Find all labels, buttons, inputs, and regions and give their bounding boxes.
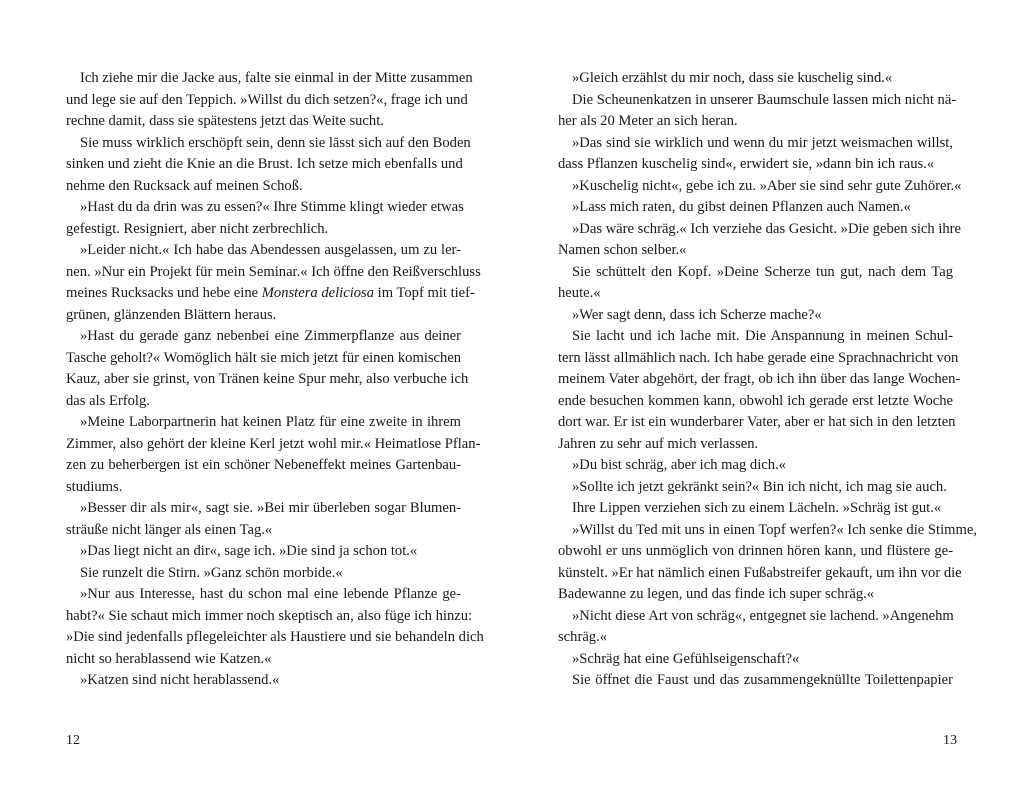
text-line: Sie lacht und ich lache mit. Die Anspannung in meinen Schul-	[572, 328, 953, 344]
text-line: heute.«	[558, 285, 601, 301]
text-line: »Kuschelig nicht«, gebe ich zu. »Aber sie sind sehr gute Zuhörer.«	[572, 177, 962, 194]
text-line: »Das liegt nicht an dir«, sage ich. »Die sind ja schon tot.«	[80, 543, 418, 559]
text-line: »Meine Laborpartnerin hat keinen Platz für eine zweite in ihrem	[80, 414, 461, 430]
text-line: »Hast du da drin was zu essen?« Ihre Stimme klingt wieder etwas	[80, 199, 464, 215]
text-line: schräg.«	[558, 629, 608, 645]
text-line: sträuße nicht länger als einen Tag.«	[66, 521, 273, 538]
text-line: »Nicht diese Art von schräg«, entgegnet sie lachend. »Angenehm	[572, 607, 954, 624]
text-line: künstelt. »Er hat nämlich einen Fußabstreifer gekauft, um ihn vor die	[558, 564, 962, 581]
text-line: »Nur aus Interesse, hast du schon mal eine lebende Pflanze ge-	[80, 586, 461, 602]
text-line: Zimmer, also gehört der kleine Kerl jetzt wohl mir.« Heimatlose Pflan-	[66, 435, 481, 452]
text-line: »Sollte ich jetzt gekränkt sein?« Bin ich nicht, ich mag sie auch.	[572, 478, 947, 495]
text-line: her als 20 Meter an sich heran.	[558, 113, 738, 129]
page-number-left: 12	[66, 733, 80, 748]
text-line: Namen schon selber.«	[558, 242, 687, 258]
text-line: Sie schüttelt den Kopf. »Deine Scherze tun gut, nach dem Tag	[572, 263, 953, 280]
text-line: sinken und zieht die Knie an die Brust. Ich setze mich ebenfalls und	[66, 156, 463, 172]
right-page	[510, 0, 1020, 793]
text-line: Sie öffnet die Faust und das zusammengeknüllte Toilettenpapier	[572, 672, 953, 688]
text-line: »Willst du Ted mit uns in einen Topf werfen?« Ich senke die Stimme,	[572, 521, 977, 538]
text-line: studiums.	[66, 478, 123, 495]
text-line: nehme den Rucksack auf meinen Schoß.	[66, 177, 303, 194]
text-line: »Das wäre schräg.« Ich verziehe das Gesicht. »Die geben sich ihre	[572, 220, 962, 237]
text-line: »Du bist schräg, aber ich mag dich.«	[572, 457, 786, 473]
text-line: »Die sind jedenfalls pflegeleichter als Haustiere und sie behandeln dich	[66, 629, 484, 645]
text-line: Jahren zu sehr auf mich verlassen.	[558, 435, 759, 452]
text-line: Ihre Lippen verziehen sich zu einem Lächeln. »Schräg ist gut.«	[572, 500, 942, 516]
left-page-text	[66, 68, 484, 692]
text-line: Sie runzelt die Stirn. »Ganz schön morbide.«	[80, 564, 343, 581]
text-line: Badewanne zu legen, und das finde ich super schräg.«	[558, 586, 875, 602]
text-line: dort war. Er ist ein wunderbarer Vater, aber er hat sich in den letzten	[558, 414, 956, 430]
text-line: zen zu beherbergen ist ein schöner Nebeneffekt meines Gartenbau-	[66, 457, 461, 473]
text-line: meines Rucksacks und hebe eine Monstera deliciosa im Topf mit tief-	[66, 285, 475, 301]
text-line: »Katzen sind nicht herablassend.«	[80, 672, 280, 688]
text-line: tern lässt allmählich nach. Ich habe gerade eine Sprachnachricht von	[558, 349, 959, 366]
text-line: Sie muss wirklich erschöpft sein, denn sie lässt sich auf den Boden	[80, 134, 471, 151]
text-line: »Hast du gerade ganz nebenbei eine Zimmerpflanze aus deiner	[80, 328, 461, 344]
text-line: meinem Vater abgehört, der fragt, ob ich ihn über das lange Wochen-	[558, 371, 961, 387]
text-line: »Lass mich raten, du gibst deinen Pflanzen auch Namen.«	[572, 199, 911, 215]
text-line: gefestigt. Resigniert, aber nicht zerbrechlich.	[66, 220, 329, 237]
text-line: »Leider nicht.« Ich habe das Abendessen ausgelassen, um zu ler-	[80, 242, 461, 258]
page-number-right: 13	[943, 733, 957, 748]
text-line: »Besser dir als mir«, sagt sie. »Bei mir überleben sogar Blumen-	[80, 500, 461, 516]
text-line: nen. »Nur ein Projekt für mein Seminar.« Ich öffne den Reißverschluss	[66, 263, 481, 280]
text-line: Ich ziehe mir die Jacke aus, falte sie einmal in der Mitte zusammen	[80, 70, 473, 86]
text-line: Tasche geholt?« Womöglich hält sie mich jetzt für einen komischen	[66, 349, 462, 366]
text-line: »Schräg hat eine Gefühlseigenschaft?«	[572, 650, 800, 667]
text-line: ende besuchen kommen kann, obwohl ich gerade erst letzte Woche	[558, 392, 953, 409]
text-line: habt?« Sie schaut mich immer noch skeptisch an, also füge ich hinzu:	[66, 607, 473, 624]
text-line: »Das sind sie wirklich und wenn du mir jetzt weismachen willst,	[572, 134, 953, 151]
text-line: dass Pflanzen kuschelig sind«, erwidert sie, »dann bin ich raus.«	[558, 156, 935, 172]
text-line: »Gleich erzählst du mir noch, dass sie kuschelig sind.«	[572, 70, 893, 86]
text-line: nicht so herablassend wie Katzen.«	[66, 650, 272, 667]
text-line: Die Scheunenkatzen in unserer Baumschule lassen mich nicht nä-	[572, 91, 957, 108]
text-line: das als Erfolg.	[66, 392, 150, 409]
text-line: und lege sie auf den Teppich. »Willst du dich setzen?«, frage ich und	[66, 91, 468, 108]
text-line: »Wer sagt denn, dass ich Scherze mache?«	[572, 306, 822, 323]
text-line: grünen, glänzenden Blättern heraus.	[66, 306, 277, 323]
text-line: obwohl er uns unmöglich von drinnen hören kann, und flüstere ge-	[558, 543, 953, 559]
right-page-text	[558, 68, 977, 692]
text-line: rechne damit, dass sie spätestens jetzt das Weite sucht.	[66, 113, 384, 129]
italic-plant-name: Monstera deliciosa	[261, 285, 375, 301]
text-line: Kauz, aber sie grinst, von Tränen keine Spur mehr, also verbuche ich	[66, 371, 469, 387]
